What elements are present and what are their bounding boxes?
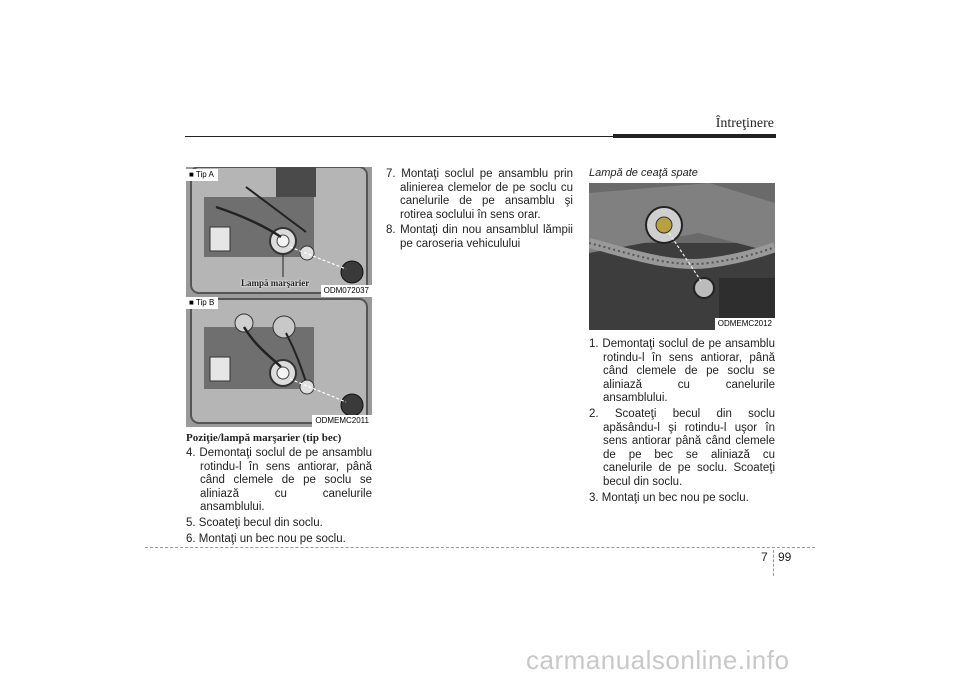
right-steps-list [589, 338, 775, 507]
page-number-separator [773, 550, 774, 576]
tip-b-tag: ■ Tip B [186, 297, 218, 309]
middle-steps-list [386, 168, 573, 254]
middle-step: 7. Montaţi soclul pe ansamblu prin alinierea clemelor de pe soclu cu canelurile de pe ansamblu şi rotirea soclului în sens orar. [386, 168, 573, 221]
photo-fog-lamp [589, 183, 775, 330]
footer-rule [145, 547, 815, 548]
watermark: carmanualsonline.info [526, 645, 790, 675]
right-step: 1. Demontaţi soclul de pe ansamblu rotindu-l în sens antiorar, până când clemele de pe soclu se aliniază cu canelurile ansamblului. [589, 338, 775, 405]
left-step: 6. Montaţi un bec nou pe soclu. [186, 532, 346, 545]
left-step: 5. Scoateţi becul din soclu. [186, 516, 323, 529]
chapter-number: 7 [761, 550, 768, 564]
right-heading: Lampă de ceaţă spate [589, 167, 698, 179]
photo-code-tip-b: ODMEMC2011 [312, 415, 372, 427]
fog-lamp-illustration [589, 183, 775, 330]
callout-lampa-marsarier: Lampă marşarier [241, 278, 310, 288]
photo-tip-a [186, 167, 372, 297]
left-step: 4. Demontaţi soclul de pe ansamblu rotindu-l în sens antiorar, până când clemele de pe soclu se aliniază cu canelurile ansamblului. [186, 447, 372, 514]
page-number: 99 [778, 550, 792, 564]
left-steps-list [186, 447, 372, 548]
right-step: 2. Scoateţi becul din soclu apăsându-l şi rotindu-l uşor în sens antiorar până când clemele de pe bec se aliniază cu canelurile de pe soclu. Scoateţi becul din soclu. [589, 407, 775, 488]
tip-b-lamp-illustration [186, 297, 372, 427]
middle-step: 8. Montaţi din nou ansamblul lămpii pe caroseria vehiculului [386, 224, 573, 250]
right-step: 3. Montaţi un bec nou pe soclu. [589, 491, 749, 504]
tip-a-tag: ■ Tip A [186, 169, 218, 181]
header-rule [185, 136, 613, 137]
photo-code-fog: ODMEMC2012 [715, 318, 775, 330]
photo-code-tip-a: ODM072037 [321, 285, 372, 297]
left-heading: Poziţie/lampă marşarier (tip bec) [186, 432, 342, 444]
header-rule-accent [613, 134, 776, 138]
photo-tip-b [186, 297, 372, 427]
header-title: Întreţinere [715, 116, 774, 131]
